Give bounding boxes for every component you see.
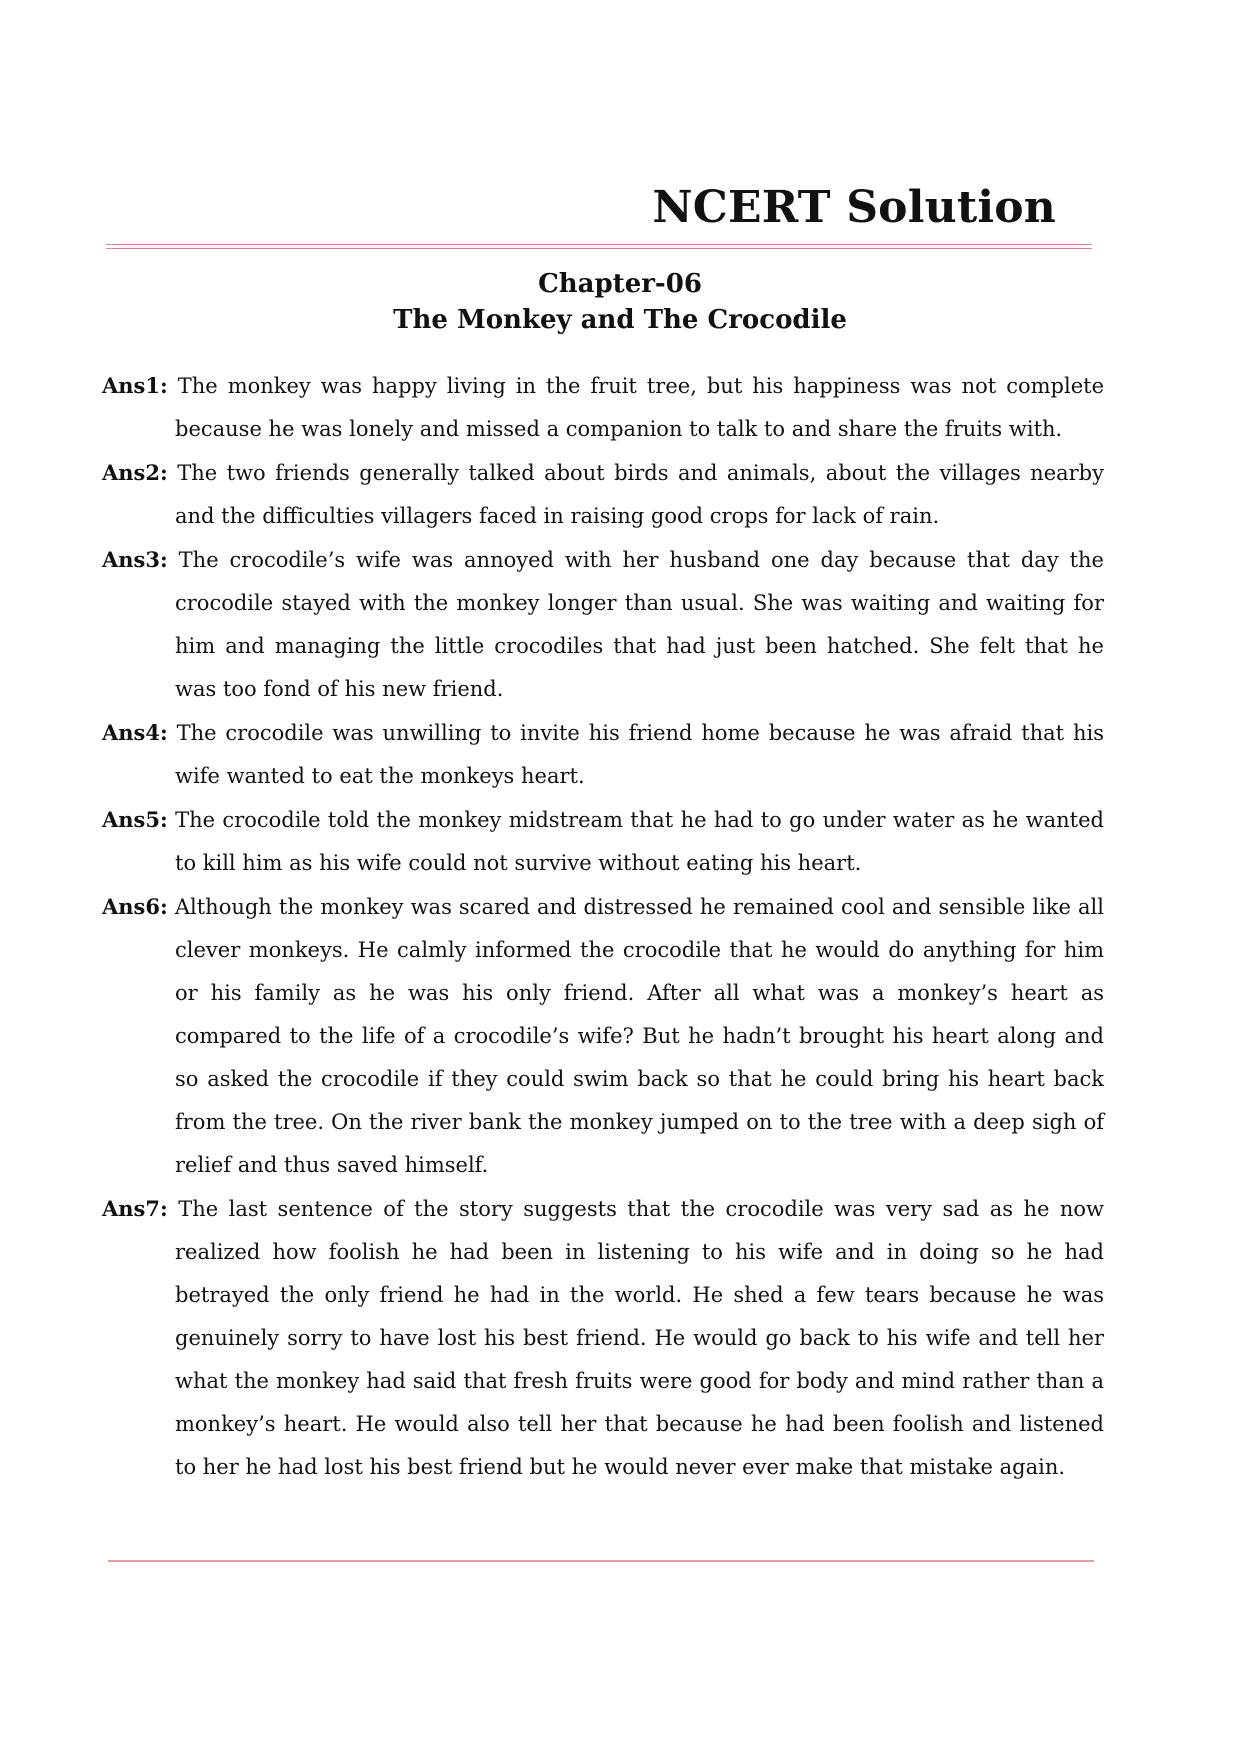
answer-text: The crocodile’s wife was annoyed with her husband one day because that day the crocodile stayed with the monkey longer than usual. She was waiting and waiting for him and managing the little crocodiles that had just been hatched. She felt that he was too fond of his new friend.	[175, 548, 1104, 701]
chapter-title: The Monkey and The Crocodile	[393, 305, 847, 335]
answer-label: Ans2:	[102, 460, 168, 485]
answer-label: Ans7:	[102, 1196, 168, 1221]
answer-text: The crocodile told the monkey midstream that he had to go under water as he wanted to kill him as his wife could not survive without eating his heart.	[175, 808, 1104, 875]
answer-item	[102, 364, 1104, 451]
answer-item	[102, 538, 1104, 711]
answer-item	[102, 451, 1104, 538]
answer-label: Ans6:	[102, 894, 168, 919]
answer-text: The crocodile was unwilling to invite his friend home because he was afraid that his wife wanted to eat the monkeys heart.	[175, 721, 1104, 788]
answer-item	[102, 1187, 1104, 1489]
answer-text: The last sentence of the story suggests that the crocodile was very sad as he now realized how foolish he had been in listening to his wife and in doing so he had betrayed the only friend he had in the world. He shed a few tears because he was genuinely sorry to have lost his best friend. He would go back to his wife and tell her what the monkey had said that fresh fruits were good for body and mind rather than a monkey’s heart. He would also tell her that because he had been foolish and listened to her he had lost his best friend but he would never ever make that mistake again.	[175, 1197, 1104, 1479]
chapter-heading	[0, 266, 1240, 338]
answer-list	[102, 364, 1104, 1489]
header-divider	[106, 244, 1092, 249]
answer-label: Ans4:	[102, 720, 168, 745]
page-header-title: NCERT Solution	[652, 182, 1056, 233]
answer-label: Ans3:	[102, 547, 168, 572]
answer-item	[102, 798, 1104, 885]
answer-label: Ans5:	[102, 807, 168, 832]
answer-label: Ans1:	[102, 373, 168, 398]
answer-item	[102, 885, 1104, 1187]
answer-text: Although the monkey was scared and distressed he remained cool and sensible like all clever monkeys. He calmly informed the crocodile that he would do anything for him or his family as he was his only friend. After all what was a monkey’s heart as compared to the life of a crocodile’s wife? But he hadn’t brought his heart along and so asked the crocodile if they could swim back so that he could bring his heart back from the tree. On the river bank the monkey jumped on to the tree with a deep sigh of relief and thus saved himself.	[174, 895, 1104, 1177]
answer-text: The monkey was happy living in the fruit tree, but his happiness was not complete because he was lonely and missed a companion to talk to and share the fruits with.	[175, 374, 1104, 441]
answer-item	[102, 711, 1104, 798]
footer-divider	[108, 1560, 1094, 1562]
answer-text: The two friends generally talked about birds and animals, about the villages nearby and the difficulties villagers faced in raising good crops for lack of rain.	[175, 461, 1104, 528]
chapter-number: Chapter-06	[538, 269, 702, 299]
